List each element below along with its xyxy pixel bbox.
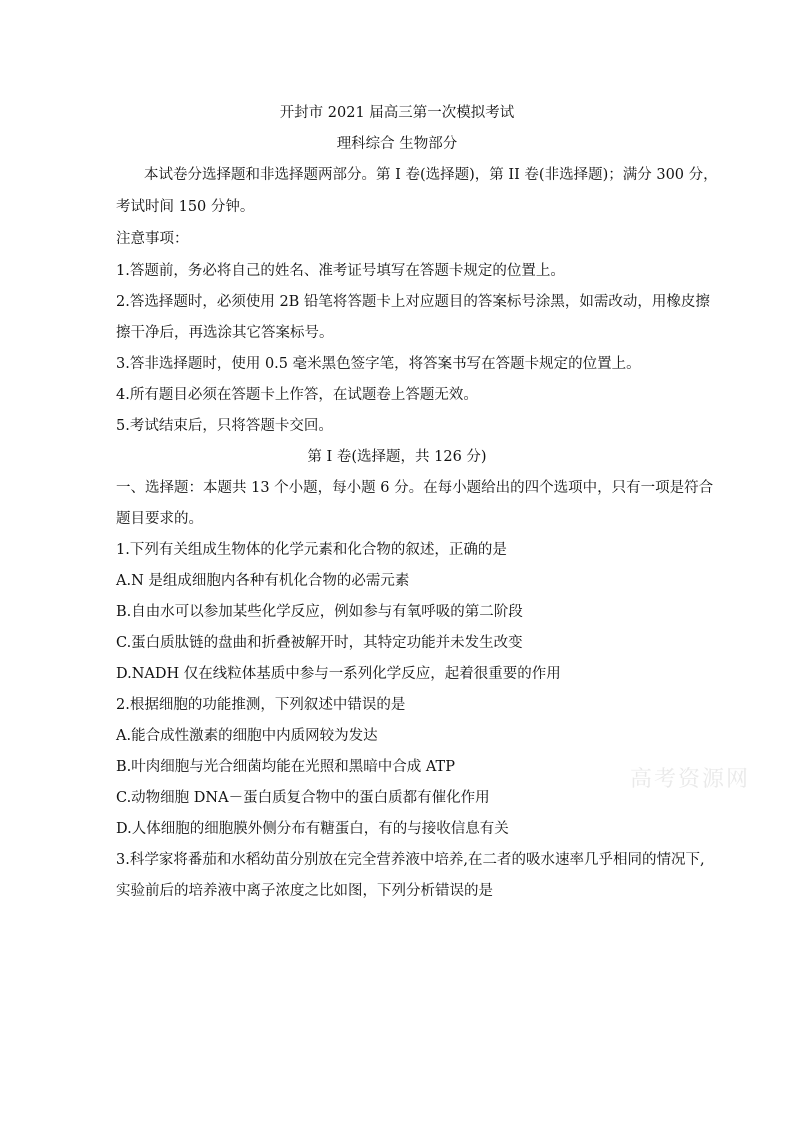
note-item-3: 3.答非选择题时，使用 0.5 毫米黑色签字笔，将答案书写在答题卡规定的位置上。 (116, 356, 641, 372)
intro-text-line2: 考试时间 150 分钟。 (116, 199, 255, 215)
note-item-5: 5.考试结束后，只将答题卡交回。 (116, 418, 333, 434)
question-2-option-b: B.叶肉细胞与光合细菌均能在光照和黑暗中合成 ATP (116, 759, 455, 775)
question-1-stem: 1.下列有关组成生物体的化学元素和化合物的叙述，正确的是 (116, 542, 507, 558)
question-2-option-d: D.人体细胞的细胞膜外侧分布有糖蛋白，有的与接收信息有关 (116, 821, 509, 837)
question-1-option-b: B.自由水可以参加某些化学反应，例如参与有氧呼吸的第二阶段 (116, 604, 523, 620)
section-title: 第 I 卷(选择题，共 126 分) (307, 449, 487, 465)
watermark: 高考资源网 (630, 767, 751, 792)
section-instructions-line1: 一、选择题：本题共 13 个小题，每小题 6 分。在每小题给出的四个选项中，只有一项是符合 (116, 480, 714, 496)
intro-text-line1: 本试卷分选择题和非选择题两部分。第 I 卷(选择题)，第 II 卷(非选择题)；满分 300 分， (144, 167, 718, 183)
note-item-2-line1: 2.答选择题时，必须使用 2B 铅笔将答题卡上对应题目的答案标号涂黑，如需改动，用橡皮擦 (116, 294, 710, 310)
question-1-option-c: C.蛋白质肽链的盘曲和折叠被解开时，其特定功能并未发生改变 (116, 635, 523, 651)
question-2-option-a: A.能合成性激素的细胞中内质网较为发达 (116, 728, 378, 744)
question-1-option-a: A.N 是组成细胞内各种有机化合物的必需元素 (116, 573, 410, 589)
question-3-stem-line2: 实验前后的培养液中离子浓度之比如图，下列分析错误的是 (116, 883, 493, 899)
section-instructions-line2: 题目要求的。 (116, 511, 203, 527)
note-item-4: 4.所有题目必须在答题卡上作答，在试题卷上答题无效。 (116, 387, 478, 403)
exam-title: 开封市 2021 届高三第一次模拟考试 (279, 105, 515, 121)
notes-heading: 注意事项： (116, 231, 189, 247)
question-1-option-d: D.NADH 仅在线粒体基质中参与一系列化学反应，起着很重要的作用 (116, 666, 561, 682)
question-2-stem: 2.根据细胞的功能推测，下列叙述中错误的是 (116, 697, 406, 713)
question-2-option-c: C.动物细胞 DNA－蛋白质复合物中的蛋白质都有催化作用 (116, 790, 490, 806)
note-item-2-line2: 擦干净后，再选涂其它答案标号。 (116, 325, 334, 341)
note-item-1: 1.答题前，务必将自己的姓名、准考证号填写在答题卡规定的位置上。 (116, 263, 565, 279)
exam-subtitle: 理科综合 生物部分 (336, 136, 458, 152)
question-3-stem-line1: 3.科学家将番茄和水稻幼苗分别放在完全营养液中培养,在二者的吸水速率几乎相同的情况下, (116, 852, 705, 868)
